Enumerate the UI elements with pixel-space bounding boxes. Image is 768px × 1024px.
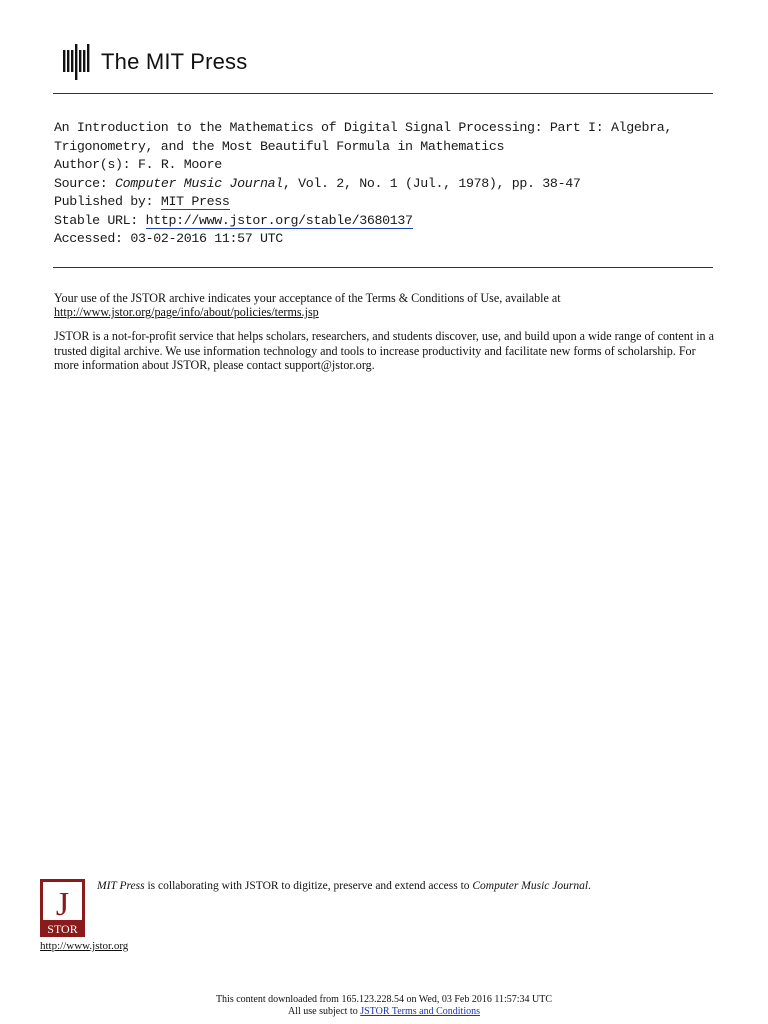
jstor-home-link[interactable]: http://www.jstor.org	[40, 940, 129, 952]
publisher-logo-text: The MIT Press	[101, 49, 248, 74]
jstor-logo-initial: J	[55, 886, 70, 923]
source-label: Source:	[54, 175, 108, 191]
collaboration-text	[97, 880, 591, 892]
terms-text: Your use of the JSTOR archive indicates your acceptance of the Terms & Conditions of Use, available at	[54, 291, 561, 305]
collaboration-middle: is collaborating with JSTOR to digitize, preserve and extend access to	[144, 880, 473, 892]
collaboration-journal: Computer Music Journal	[472, 880, 589, 892]
stable-url-label: Stable URL:	[54, 212, 138, 228]
terms-line	[0, 1006, 768, 1018]
collaboration-end: .	[588, 880, 591, 892]
jstor-logo[interactable]	[40, 879, 85, 937]
page-footer	[0, 994, 768, 1018]
jstor-notice	[54, 291, 714, 382]
article-title: An Introduction to the Mathematics of Digital Signal Processing: Part I: Algebra, Trigonometry, and the Most Beautiful Formula in Mathematics	[54, 120, 672, 154]
published-by-line	[54, 193, 719, 212]
authors-label: Author(s):	[54, 157, 131, 172]
terms-url-link[interactable]: http://www.jstor.org/page/info/about/policies/terms.jsp	[54, 305, 319, 320]
publisher-link[interactable]: MIT Press	[160, 194, 230, 209]
jstor-terms-link[interactable]: JSTOR Terms and Conditions	[360, 1006, 480, 1017]
source-journal: Computer Music Journal	[115, 175, 283, 191]
mit-press-bars-icon	[63, 44, 91, 80]
published-by-label: Published by:	[54, 194, 154, 209]
article-metadata	[54, 119, 719, 249]
authors-line	[54, 156, 719, 175]
middle-divider	[53, 267, 713, 268]
accessed-value: 03-02-2016 11:57 UTC	[130, 231, 283, 246]
top-divider	[53, 93, 713, 94]
about-paragraph: JSTOR is a not-for-profit service that helps scholars, researchers, and students discover, use, and build upon a wide range of content in a trusted digital archive. We use information technology and tools to increase productivity and facilitate new forms of scholarship. For more information about JSTOR, please contact support@jstor.org.	[54, 329, 714, 372]
authors-value: F. R. Moore	[137, 157, 222, 172]
collaboration-publisher: MIT Press	[97, 880, 145, 892]
stable-url-line	[54, 212, 719, 231]
stable-url-link[interactable]: http://www.jstor.org/stable/3680137	[145, 212, 413, 228]
terms-prefix: All use subject to	[288, 1006, 361, 1017]
source-line	[54, 175, 719, 194]
mit-press-logo	[63, 44, 247, 80]
source-details: , Vol. 2, No. 1 (Jul., 1978), pp. 38-47	[282, 175, 581, 191]
download-line: This content downloaded from 165.123.228.54 on Wed, 03 Feb 2016 11:57:34 UTC	[215, 994, 553, 1005]
jstor-logo-letters: STOR	[47, 922, 78, 936]
accessed-label: Accessed:	[54, 231, 123, 246]
terms-paragraph	[54, 291, 714, 319]
accessed-line	[54, 230, 719, 249]
